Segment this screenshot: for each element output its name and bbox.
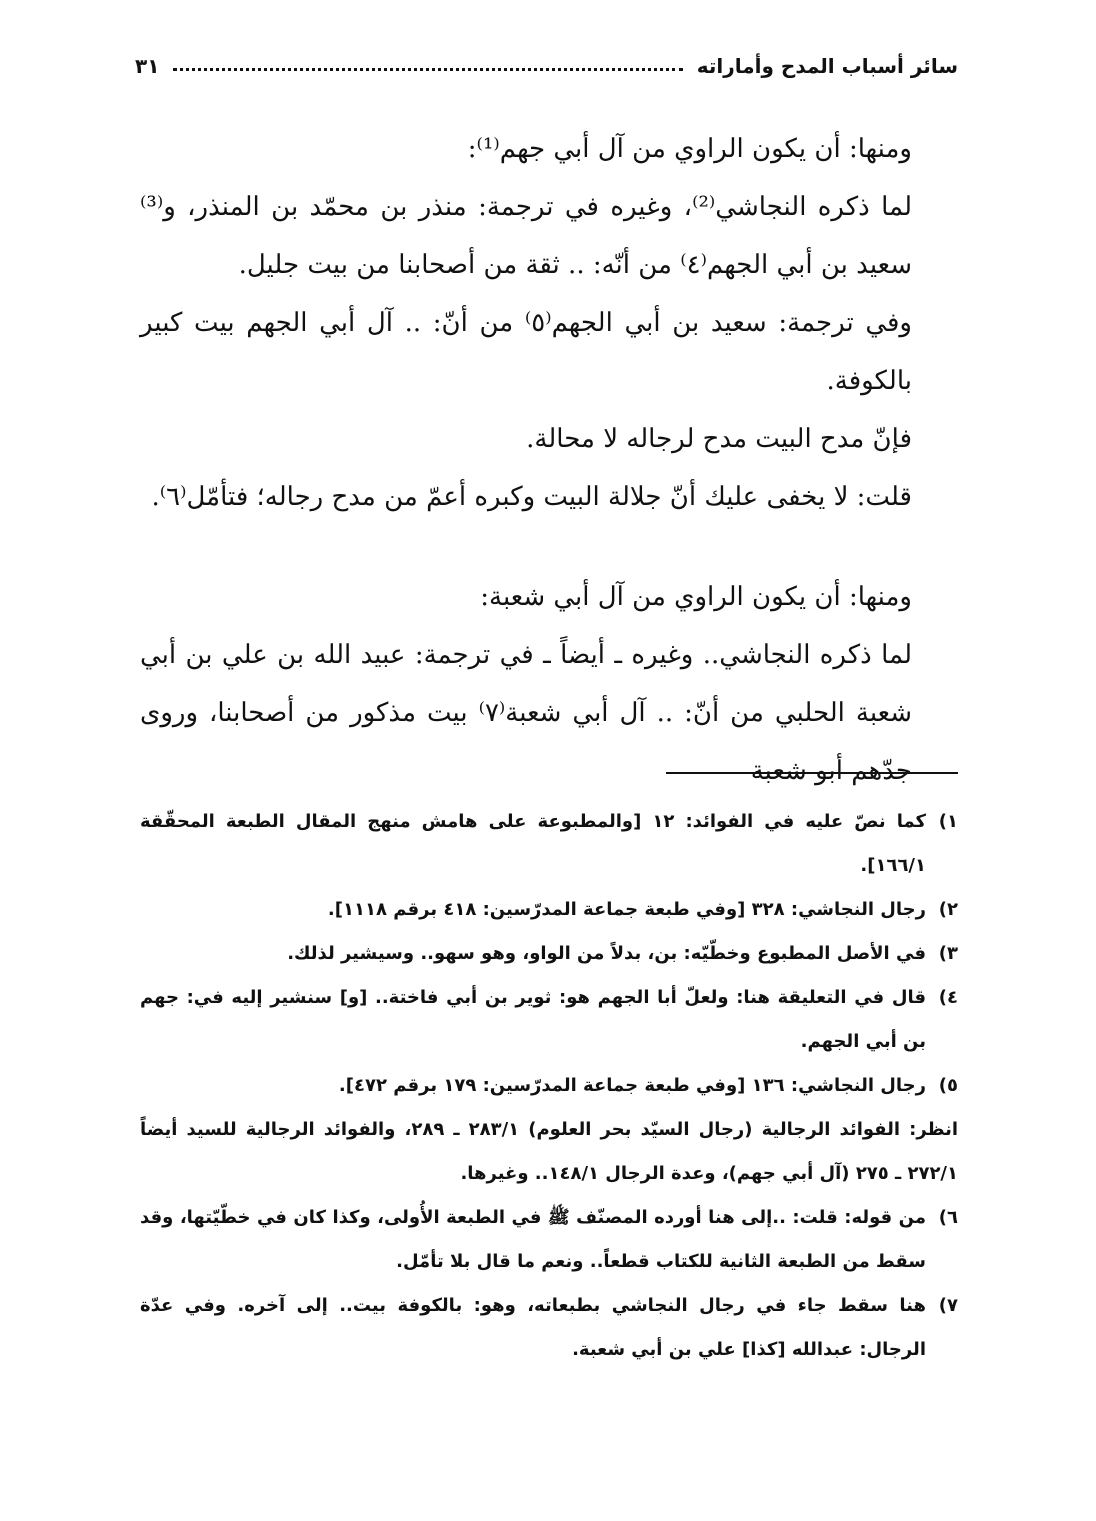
footnote-5 (140, 1064, 958, 1108)
footnote-number: ٤) (938, 987, 958, 1008)
footnote-1 (140, 800, 958, 888)
footnote-7 (140, 1284, 958, 1372)
footnote-text: رجال النجاشي: ١٣٦ [وفي طبعة جماعة المدرّسين: ١٧٩ برقم ٤٧٢]. (338, 1075, 926, 1096)
footnote-text: كما نصّ عليه في الفوائد: ١٢ [والمطبوعة على هامش منهج المقال الطبعة المحقّقة ١٦٦/١]. (140, 811, 926, 876)
page-number: ٣١ (135, 54, 160, 78)
footnote-text: رجال النجاشي: ٣٢٨ [وفي طبعة جماعة المدرّسين: ٤١٨ برقم ١١١٨]. (327, 899, 926, 920)
main-text (140, 120, 956, 800)
footnote-text: هنا سقط جاء في رجال النجاشي بطبعاته، وهو: بالكوفة بيت.. إلى آخره. وفي عدّة الرجال: عبدالله [كذا] علي بن أبي شعبة. (140, 1295, 926, 1360)
paragraph-heading-abi-jahm: ومنها: أن يكون الراوي من آل أبي جهم⁽¹⁾: (467, 134, 912, 164)
header-leader-dots (173, 68, 682, 71)
paragraph-najashi-1: لما ذكره النجاشي⁽²⁾، وغيره في ترجمة: منذر بن محمّد بن المنذر، و⁽³⁾ سعيد بن أبي الجهم⁽٤⁾ من أنّه: .. ثقة من أصحابنا من بيت جليل. (140, 192, 912, 280)
footnote-text: قال في التعليقة هنا: ولعلّ أبا الجهم هو: ثوير بن أبي فاختة.. [و] سنشير إليه في: جهم بن أبي الجهم. (140, 987, 926, 1052)
paragraph-tarjama-said: وفي ترجمة: سعيد بن أبي الجهم⁽٥⁾ من أنّ: .. آل أبي الجهم بيت كبير بالكوفة. (140, 308, 912, 396)
footnote-number: ٦) (938, 1207, 958, 1228)
footnote-6 (140, 1196, 958, 1284)
paragraph-najashi-2: لما ذكره النجاشي.. وغيره ـ أيضاً ـ في ترجمة: عبيد الله بن علي بن أبي شعبة الحلبي من أنّ: .. آل أبي شعبة⁽٧⁾ بيت مذكور من أصحابنا، وروى جدّهم أبو شعبة (140, 640, 912, 786)
footnotes (140, 800, 958, 1372)
footnote-separator (666, 772, 958, 774)
footnote-number: ٥) (938, 1075, 958, 1096)
footnote-number: ٧) (938, 1295, 958, 1316)
paragraph-madh-bayt: فإنّ مدح البيت مدح لرجاله لا محالة. (526, 424, 912, 454)
footnote-5-continuation: انظر: الفوائد الرجالية (رجال السيّد بحر العلوم) ٢٨٣/١ ـ ٢٨٩، والفوائد الرجالية للسيد أيضاً ٢٧٢/١ ـ ٢٧٥ (آل أبي جهم)، وعدة الرجال ١٤٨/١.. وغيرها. (140, 1119, 958, 1184)
footnote-text: في الأصل المطبوع وخطّيّه: بن، بدلاً من الواو، وهو سهو.. وسيشير لذلك. (287, 943, 926, 964)
paragraph-heading-abi-shuba: ومنها: أن يكون الراوي من آل أبي شعبة: (480, 582, 912, 612)
footnote-number: ٢) (938, 899, 958, 920)
footnote-4 (140, 976, 958, 1064)
footnote-text: من قوله: قلت: ..إلى هنا أورده المصنّف ﷺ في الطبعة الأُولى، وكذا كان في خطّيّتها، وقد سقط من الطبعة الثانية للكتاب قطعاً.. ونعم ما قال بلا تأمّل. (140, 1207, 926, 1272)
footnote-number: ١) (938, 811, 958, 832)
header-title: سائر أسباب المدح وأماراته (696, 54, 958, 78)
running-header (135, 48, 958, 84)
footnote-number: ٣) (938, 943, 958, 964)
paragraph-qultu: قلت: لا يخفى عليك أنّ جلالة البيت وكبره أعمّ من مدح رجاله؛ فتأمّل⁽٦⁾. (151, 482, 912, 512)
footnote-3 (140, 932, 958, 976)
footnote-2 (140, 888, 958, 932)
